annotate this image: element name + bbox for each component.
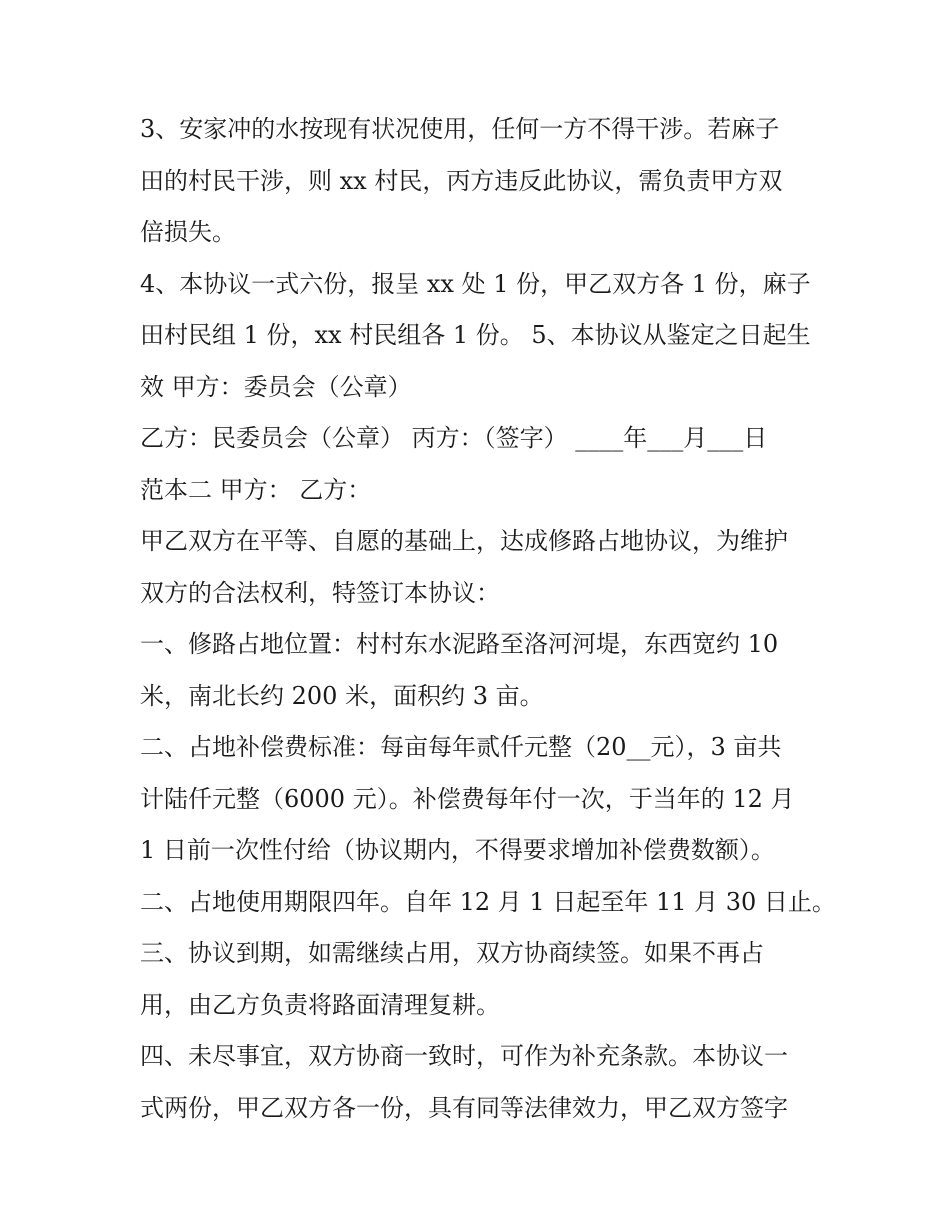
text-line: 甲乙双方在平等、自愿的基础上，达成修路占地协议，为维护: [140, 527, 788, 555]
text-line: 二、占地使用期限四年。自年 12 月 1 日起至年 11 月 30 日止。: [140, 887, 836, 916]
text-line: 效 甲方：委员会（公章）: [140, 372, 412, 401]
text-line: 田的村民干涉，则 xx 村民，丙方违反此协议，需负责甲方双: [140, 166, 783, 195]
text-line: 一、修路占地位置：村村东水泥路至洛河河堤，东西宽约 10: [140, 630, 779, 658]
text-line: 1 日前一次性付给（协议期内，不得要求增加补偿费数额）。: [140, 836, 775, 864]
text-line: 二、占地补偿费标准：每亩每年贰仟元整（20__元），3 亩共: [140, 733, 782, 761]
text-line: 用，由乙方负责将路面清理复耕。: [140, 990, 500, 1019]
text-line: 4、本协议一式六份，报呈 xx 处 1 份，甲乙双方各 1 份，麻子: [140, 269, 811, 298]
text-line: 四、未尽事宜，双方协商一致时，可作为补充条款。本协议一: [140, 1042, 788, 1070]
text-line: 范本二 甲方： 乙方：: [140, 475, 372, 504]
text-line: 倍损失。: [140, 218, 236, 246]
text-line: 计陆仟元整（6000 元）。补偿费每年付一次，于当年的 12 月: [140, 784, 795, 813]
text-line: 田村民组 1 份，xx 村民组各 1 份。 5、本协议从鉴定之日起生: [140, 321, 811, 349]
text-line: 式两份，甲乙双方各一份，具有同等法律效力，甲乙双方签字: [140, 1093, 788, 1122]
text-line: 米，南北长约 200 米，面积约 3 亩。: [140, 681, 544, 710]
document-body: [140, 104, 836, 1134]
text-line: 双方的合法权利，特签订本协议：: [140, 578, 500, 607]
text-line: 3、安家冲的水按现有状况使用，任何一方不得干涉。若麻子: [140, 115, 780, 143]
text-line: 乙方：民委员会（公章） 丙方：（签字） ____年___月___日: [140, 424, 768, 452]
text-line: 三、协议到期，如需继续占用，双方协商续签。如果不再占: [140, 939, 764, 967]
